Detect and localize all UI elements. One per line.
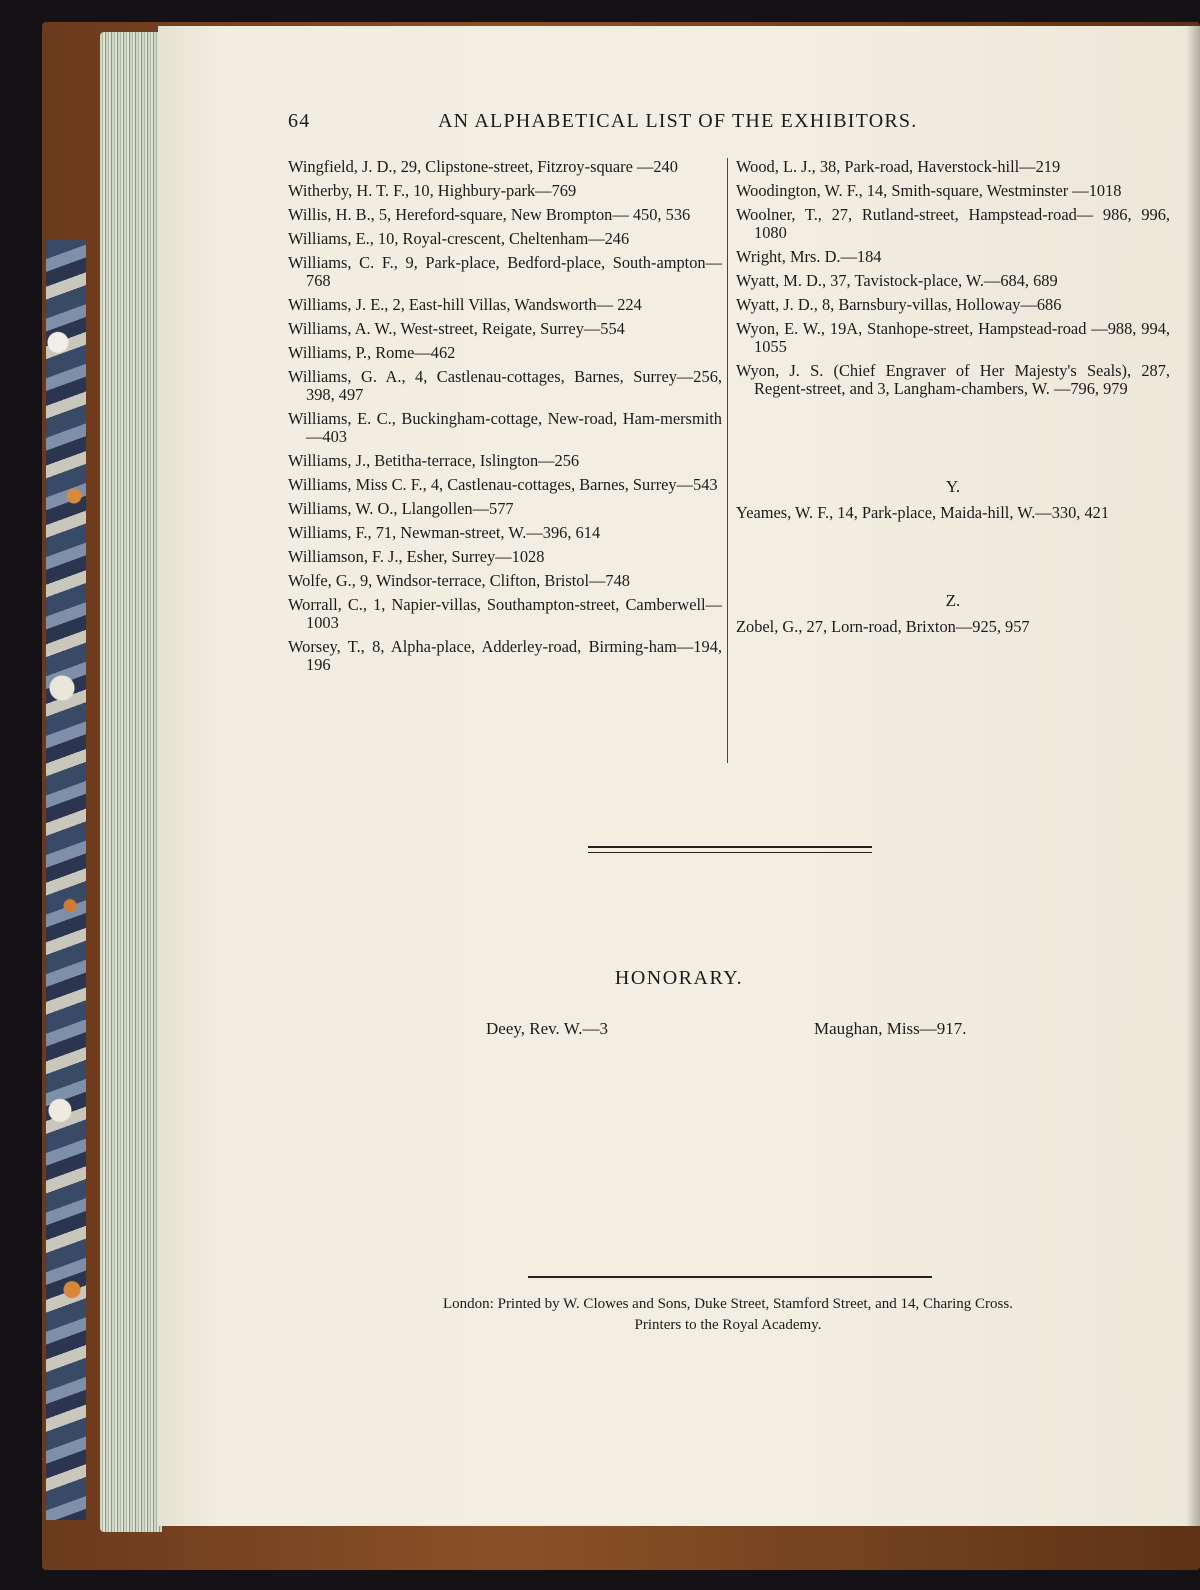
honorary-entry-left: Deey, Rev. W.—3 [486,1019,608,1038]
left-column [288,158,722,680]
list-item: Woolner, T., 27, Rutland-street, Hampstead-road— 986, 996, 1080 [736,205,1170,242]
list-item: Woodington, W. F., 14, Smith-square, Westminster —1018 [736,181,1122,200]
list-item: Worrall, C., 1, Napier-villas, Southampton-street, Camberwell—1003 [288,595,722,632]
list-item: Yeames, W. F., 14, Park-place, Maida-hill, W.—330, 421 [736,503,1110,522]
footer-rule [528,1276,932,1278]
page-edges [100,32,162,1532]
list-item: Zobel, G., 27, Lorn-road, Brixton—925, 957 [736,617,1030,636]
list-item: Willis, H. B., 5, Hereford-square, New Brompton— 450, 536 [288,205,691,224]
list-item: Williamson, F. J., Esher, Surrey—1028 [288,547,545,566]
book-page [158,26,1200,1526]
imprint-line-2: Printers to the Royal Academy. [634,1317,822,1333]
printer-imprint [338,1294,1118,1336]
list-item: Wingfield, J. D., 29, Clipstone-street, Fitzroy-square —240 [288,157,678,176]
section-heading-z: Z. [945,591,961,610]
list-item: Williams, J., Betitha-terrace, Islington—256 [288,451,580,470]
right-column [736,158,1170,642]
page-number: 64 [288,110,311,132]
marbled-endpaper [46,240,86,1520]
list-item: Wood, L. J., 38, Park-road, Haverstock-hill—219 [736,157,1061,176]
running-head [288,110,1138,136]
list-item: Witherby, H. T. F., 10, Highbury-park—769 [288,181,577,200]
list-item: Williams, E., 10, Royal-crescent, Cheltenham—246 [288,229,630,248]
list-item: Williams, G. A., 4, Castlenau-cottages, Barnes, Surrey—256, 398, 497 [288,367,722,404]
list-item: Wright, Mrs. D.—184 [736,247,882,266]
list-item: Williams, Miss C. F., 4, Castlenau-cottages, Barnes, Surrey—543 [288,475,718,494]
page-title: AN ALPHABETICAL LIST OF THE EXHIBITORS. [438,110,918,132]
list-item: Williams, P., Rome—462 [288,343,456,362]
list-item: Williams, C. F., 9, Park-place, Bedford-place, South-ampton—768 [288,253,722,290]
list-item: Williams, A. W., West-street, Reigate, Surrey—554 [288,319,625,338]
honorary-entry-right: Maughan, Miss—917. [814,1019,967,1038]
list-item: Williams, F., 71, Newman-street, W.—396, 614 [288,523,601,542]
list-item: Wyatt, M. D., 37, Tavistock-place, W.—684, 689 [736,271,1058,290]
honorary-heading: HONORARY. [614,967,744,989]
list-item: Williams, E. C., Buckingham-cottage, New-road, Ham-mersmith—403 [288,409,722,446]
page-gutter-shadow [1186,26,1200,1526]
list-item: Wyatt, J. D., 8, Barnsbury-villas, Holloway—686 [736,295,1062,314]
list-item: Worsey, T., 8, Alpha-place, Adderley-road, Birming-ham—194, 196 [288,637,722,674]
column-divider [727,158,728,763]
list-item: Wyon, E. W., 19A, Stanhope-street, Hampstead-road —988, 994, 1055 [736,319,1170,356]
list-item: Williams, W. O., Llangollen—577 [288,499,514,518]
list-item: Williams, J. E., 2, East-hill Villas, Wandsworth— 224 [288,295,642,314]
list-item: Wolfe, G., 9, Windsor-terrace, Clifton, Bristol—748 [288,571,630,590]
imprint-line-1: London: Printed by W. Clowes and Sons, Duke Street, Stamford Street, and 14, Charing Cross. [443,1296,1013,1312]
list-item: Wyon, J. S. (Chief Engraver of Her Majesty's Seals), 287, Regent-street, and 3, Langham-chambers, W. —796, 979 [736,361,1170,398]
double-rule [588,846,872,853]
section-heading-y: Y. [945,477,961,496]
